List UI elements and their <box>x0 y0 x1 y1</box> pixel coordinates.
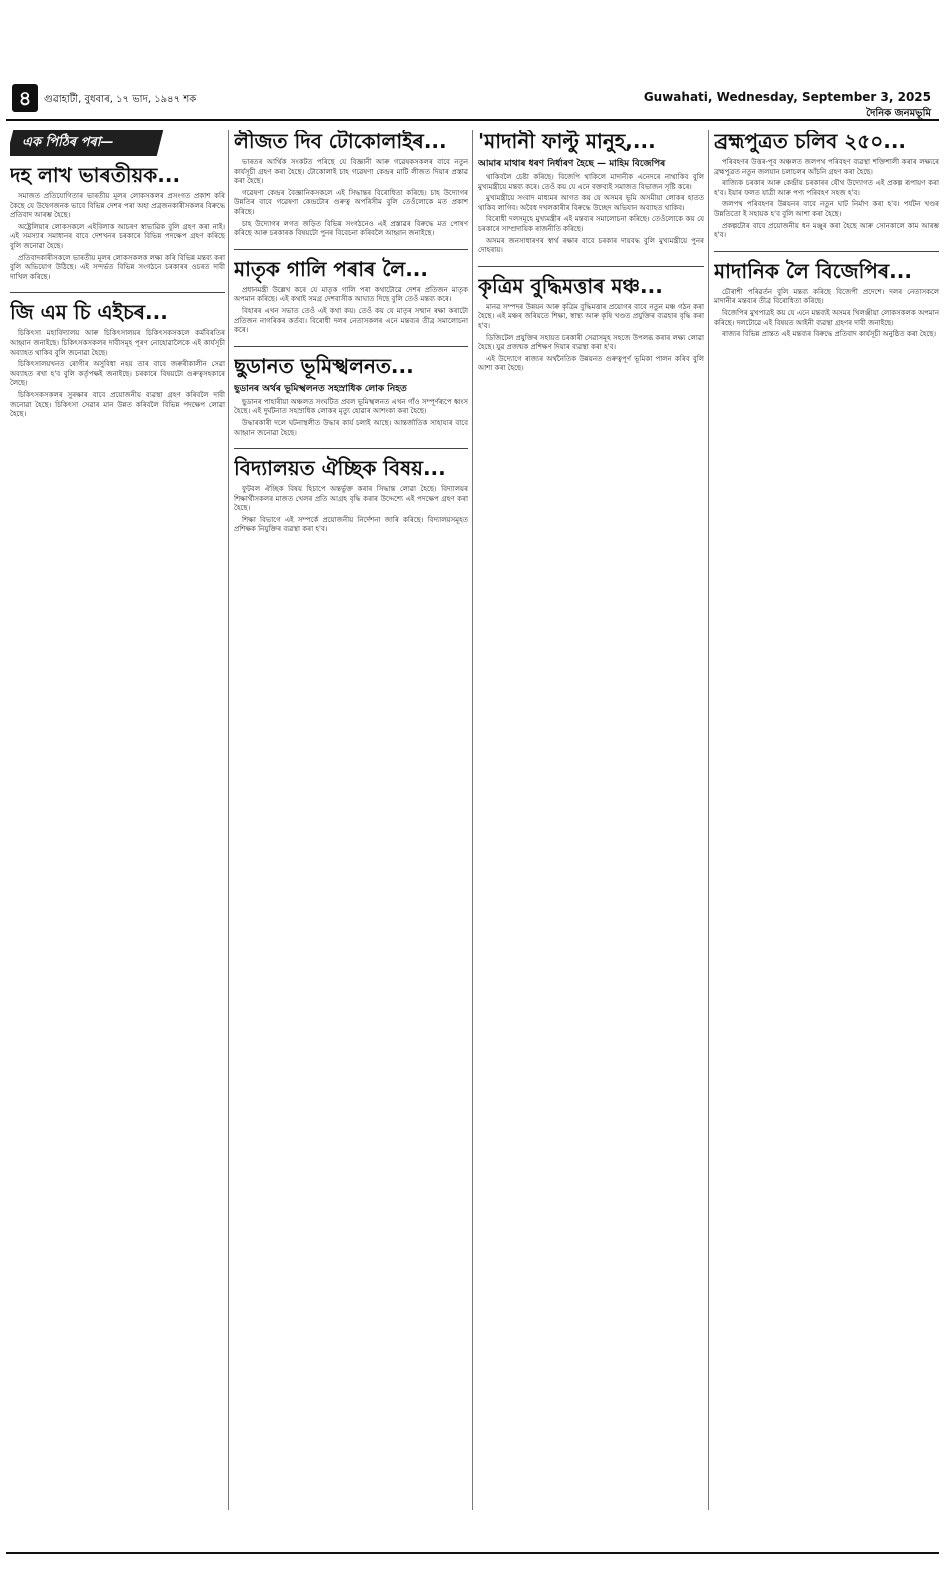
paper-name: দৈনিক জনমভূমি <box>866 108 931 119</box>
headline: ছুডানত ভূমিস্খলনত... <box>234 353 414 378</box>
paragraph: ভাৰতৰ আৰ্থিক সংকটত পৰিছে যে বিজ্ঞানী আৰু গৱেষকসকলৰ বাবে নতুন কাৰ্যসূচী গ্ৰহণ কৰা হৈছে। টোকোলাই চাহ গৱেষণা কেন্দ্ৰৰ মাটি লীজত দিয়াৰ প্ৰস্তাৱ কৰা হৈছে। <box>234 158 468 186</box>
column-divider <box>708 130 709 1510</box>
article-body <box>234 286 468 336</box>
paragraph: চিকিৎসালয়খনত ৰোগীৰ অসুবিধা নহয় তাৰ বাবে জৰুৰীকালীন সেৱা অব্যাহত ৰখা হ'ব বুলি কৰ্তৃপক্ষই জনাইছে। চৰকাৰে বিষয়টো গুৰুত্বসহকাৰে লৈছে। <box>10 360 225 388</box>
paragraph: ফুটবল ঐচ্ছিক বিষয় হিচাপে অন্তৰ্ভুক্ত কৰাৰ সিদ্ধান্ত লোৱা হৈছে। বিদ্যালয়ৰ শিক্ষাৰ্থীসকলৰ মাজত খেলৰ প্ৰতি আগ্ৰহ বৃদ্ধি কৰাৰ উদ্দেশ্যে এই পদক্ষেপ গ্ৰহণ কৰা হৈছে। <box>234 485 468 513</box>
header-rule <box>6 119 939 121</box>
column-1 <box>10 130 225 1510</box>
article <box>234 457 468 535</box>
article <box>478 275 704 374</box>
newspaper-page <box>6 6 939 1565</box>
article-body <box>10 329 225 419</box>
subheadline: ছুডানৰ অৰ্থৰ ভূমিস্খলনত সহস্ৰাধিক লোক নিহত <box>234 383 407 394</box>
column-4 <box>714 130 939 1510</box>
headline: 'মাদানী ফাল্টু মানুহ,... <box>478 130 656 153</box>
article-body <box>478 173 704 256</box>
article <box>234 130 468 239</box>
article <box>234 258 468 336</box>
headline: ব্ৰহ্মপুত্ৰত চলিব ২৫০... <box>714 130 907 153</box>
article-separator <box>234 249 468 250</box>
article-body <box>234 485 468 535</box>
paragraph: পৰিবহণৰ উত্তৰ-পূব অঞ্চলত জলপথ পৰিবহণ ব্যৱস্থা শক্তিশালী কৰাৰ লক্ষ্যৰে ব্ৰহ্মপুত্ৰত নতুন জলযান চলাচলৰ আঁচনি গ্ৰহণ কৰা হৈছে। <box>714 158 939 176</box>
paragraph: বিৰোধী দলসমূহে মুখ্যমন্ত্ৰীৰ এই মন্তব্যৰ সমালোচনা কৰিছে। তেওঁলোকে কয় যে চৰকাৰে সাম্প্ৰদায়িক ৰাজনীতি কৰিছে। <box>478 215 704 233</box>
section-tag <box>10 130 225 156</box>
article-body <box>234 158 468 239</box>
column-2 <box>234 130 468 1510</box>
article-separator <box>478 266 704 267</box>
headline: দহ লাখ ভাৰতীয়ক... <box>10 163 181 187</box>
paragraph: প্ৰধানমন্ত্ৰী উল্লেখ কৰে যে মাতৃক গালি পৰা কথাটোৱে দেশৰ প্ৰতিজন মাতৃক অপমান কৰিছে। এই কথাই সমগ্ৰ দেশবাসীক আঘাত দিছে বুলি তেওঁ মন্তব্য কৰে। <box>234 285 468 304</box>
paragraph: ৰাজ্যিক চৰকাৰ আৰু কেন্দ্ৰীয় চৰকাৰৰ যৌথ উদ্যোগত এই প্ৰকল্প ৰূপায়ণ কৰা হ'ব। ইয়াৰ ফলত যাত্ৰী আৰু পণ্য পৰিবহণ সহজ হ'ব। <box>714 179 939 197</box>
article-body <box>714 158 939 241</box>
paragraph: প্ৰকল্পটোৰ বাবে প্ৰয়োজনীয় ধন মঞ্জুৰ কৰা হৈছে আৰু সোনকালে কাম আৰম্ভ হ'ব। <box>714 221 939 240</box>
footer-rule <box>6 1552 939 1554</box>
article <box>714 130 939 241</box>
paragraph: প্ৰতিবাদকাৰীসকলে ভাৰতীয় মূলৰ লোকসকলক লক্ষ্য কৰি বিভিন্ন মন্তব্য কৰা বুলি অভিযোগ উঠিছে। এই সন্দৰ্ভত বিভিন্ন সংগঠনে চৰকাৰৰ ওচৰত দাবী দাখিল কৰিছে। <box>10 253 225 281</box>
paragraph: থাকিবলৈ চেষ্টা কৰিছে। বিজেপি থাকিলে মাদানীক এনেদৰে নাথাকিব বুলি মুখ্যমন্ত্ৰীয়ে মন্তব্য কৰে। তেওঁ কয় যে এনে বক্তব্যই সমাজত বিভাজন সৃষ্টি কৰে। <box>478 173 704 191</box>
column-divider <box>472 130 473 1510</box>
paragraph: জলপথ পৰিবহণৰ উন্নয়নৰ বাবে নতুন ঘাট নিৰ্মাণ কৰা হ'ব। পৰ্যটন খণ্ডৰ উন্নতিতো ই সহায়ক হ'ব বুলি আশা কৰা হৈছে। <box>714 200 939 218</box>
headline: মাতৃক গালি পৰাৰ লৈ... <box>234 256 429 281</box>
paragraph: চিকিৎসা মহাবিদ্যালয় আৰু চিকিৎসালয়ৰ চিকিৎসকসকলে কৰ্মবিৰতিৰ আহ্বান জনাইছে। চিকিৎসকসকলৰ দাবীসমূহ পূৰণ নোহোৱালৈকে এই কাৰ্যসূচী অব্যাহত থাকিব বুলি জনোৱা হৈছে। <box>10 329 225 357</box>
paragraph: ৰাজ্যৰ বিভিন্ন প্ৰান্তত এই মন্তব্যৰ বিৰুদ্ধে প্ৰতিবাদ কাৰ্যসূচী অনুষ্ঠিত কৰা হৈছে। <box>722 330 937 339</box>
headline: মাদানিক লৈ বিজেপিৰ... <box>714 258 912 283</box>
article-body <box>234 398 468 438</box>
article <box>10 301 225 419</box>
date-english: Guwahati, Wednesday, September 3, 2025 <box>643 90 931 104</box>
paragraph: উদ্ধাৰকাৰী দলে ঘটনাস্থলীত উদ্ধাৰ কাৰ্য চলাই আছে। আন্তৰ্জাতিক সাহায্যৰ বাবে আহ্বান জনোৱা হৈছে। <box>234 418 468 437</box>
article <box>478 130 704 256</box>
subheadline: আমাৰ মাথাৰ ধৰণ নিৰ্ধাৰণ হৈছে — মাহিম বিজেপিৰ <box>478 159 666 169</box>
paragraph: মানৱ সম্পদৰ উন্নয়ন আৰু কৃত্ৰিম বুদ্ধিমত্তাৰ প্ৰয়োগৰ বাবে নতুন মঞ্চ গঠন কৰা হৈছে। এই মঞ্চৰ জৰিয়তে শিক্ষা, স্বাস্থ্য আৰু কৃষি খণ্ডত প্ৰযুক্তিৰ ব্যৱহাৰ বৃদ্ধি কৰা হ'ব। <box>478 302 704 330</box>
paragraph: ডিজিটেল প্ৰযুক্তিৰ সহায়ত চৰকাৰী সেৱাসমূহ সহজে উপলব্ধ কৰাৰ লক্ষ্য লোৱা হৈছে। যুৱ প্ৰজন্মক প্ৰশিক্ষণ দিয়াৰ ব্যৱস্থা কৰা হ'ব। <box>478 333 704 352</box>
article-separator <box>10 292 225 293</box>
article-separator <box>714 251 939 252</box>
paragraph: অষ্ট্ৰেলিয়াৰ লোকসকলে এইবিলাক আচৰণ স্বাভাৱিক বুলি গ্ৰহণ কৰা নাই। এই সমস্যাৰ সমাধানৰ বাবে দেশখনৰ চৰকাৰে বিভিন্ন পদক্ষেপ গ্ৰহণ কৰিছে বুলি জনোৱা হৈছে। <box>10 222 225 250</box>
headline: জি এম চি এইচৰ... <box>10 300 168 325</box>
headline: বিদ্যালয়ত ঐচ্ছিক বিষয়... <box>234 456 446 481</box>
paragraph: শিক্ষা বিভাগে এই সম্পৰ্কে প্ৰয়োজনীয় নিৰ্দেশনা জাৰি কৰিছে। বিদ্যালয়সমূহত প্ৰশিক্ষক নিযুক্তিৰ ব্যৱস্থা কৰা হ'ব। <box>234 515 468 534</box>
paragraph: এই উদ্যোগে ৰাজ্যৰ অৰ্থনৈতিক উন্নয়নত গুৰুত্বপূৰ্ণ ভূমিকা পালন কৰিব বুলি আশা কৰা হৈছে। <box>478 354 704 373</box>
column-3 <box>478 130 704 1510</box>
article <box>714 260 939 340</box>
paragraph: চিকিৎসকসকলৰ সুৰক্ষাৰ বাবে প্ৰয়োজনীয় ব্যৱস্থা গ্ৰহণ কৰিবলৈ দাবী জনোৱা হৈছে। চিকিৎসা সেৱাৰ মান উন্নত কৰিবলৈ বিভিন্ন পদক্ষেপ লোৱা হৈছে। <box>10 390 225 419</box>
article-body <box>10 192 225 282</box>
paragraph: বিজেপিৰ মুখপাত্ৰই কয় যে এনে মন্তব্যই অসমৰ খিলঞ্জীয়া লোকসকলক অপমান কৰিছে। দলটোৱে এই বিষয়ত আইনী ব্যৱস্থা গ্ৰহণৰ দাবী জনাইছে। <box>714 308 939 327</box>
section-tag-label: এক পিঠিৰ পৰা— <box>22 135 114 150</box>
page-number: ৪ <box>12 84 38 112</box>
article-separator <box>234 448 468 449</box>
article <box>10 164 225 282</box>
column-divider <box>228 130 229 1510</box>
paragraph: ছুডানৰ পাহাৰীয়া অঞ্চলত সংঘটিত প্ৰবল ভূমিস্খলনত এখন গাঁও সম্পূৰ্ণৰূপে ধ্বংস হৈছে। এই দুৰ্ঘটনাত সহস্ৰাধিক লোকৰ মৃত্যু হোৱাৰ আশংকা কৰা হৈছে। <box>234 397 468 416</box>
article <box>234 355 468 438</box>
headline: কৃত্ৰিম বুদ্ধিমত্তাৰ মঞ্চ... <box>478 273 663 298</box>
paragraph: মুখ্যমন্ত্ৰীয়ে সংবাদ মাধ্যমৰ আগত কয় যে অসমৰ ভূমি অসমীয়া লোকৰ হাতত থাকিব লাগিব। অবৈধ দখলকাৰীৰ বিৰুদ্ধে উচ্ছেদ অভিযান অব্যাহত থাকিব। <box>478 194 704 212</box>
headline: লীজত দিব টোকোলাইৰ... <box>234 130 447 153</box>
article-separator <box>234 346 468 347</box>
page-header <box>6 6 939 122</box>
date-assamese: গুৱাহাটী, বুধবাৰ, ১৭ ভাদ, ১৯৪৭ শক <box>44 94 197 105</box>
paragraph: অসমৰ জনসাধাৰণৰ স্বাৰ্থ ৰক্ষাৰ বাবে চৰকাৰ দায়বদ্ধ বুলি মুখ্যমন্ত্ৰীয়ে পুনৰ দোহৰায়। <box>478 236 704 255</box>
paragraph: সমাজত প্ৰতিযোগিতাৰ ভাৰতীয় মূলৰ লোকসকলৰ প্ৰসংগত প্ৰকাশ কৰি কৈছে যে উদ্বেগজনক ভাবে বিভিন্ন দেশৰ পৰা অহা প্ৰব্ৰজনকাৰীসকলৰ বিৰুদ্ধে প্ৰতিবাদ আৰম্ভ হৈছে। <box>10 192 225 220</box>
paragraph: গৱেষণা কেন্দ্ৰৰ বৈজ্ঞানিকসকলে এই সিদ্ধান্তৰ বিৰোধিতা কৰিছে। চাহ উদ্যোগৰ উন্নতিৰ বাবে গৱেষণা কেন্দ্ৰটোৰ গুৰুত্ব অপৰিসীম বুলি তেওঁলোকে মত প্ৰকাশ কৰিছে। <box>234 188 468 216</box>
paragraph: চৌৰাশী পৰিৱৰ্তন বুলি মন্তব্য কৰিছে বিজেপী প্ৰদেশে। দলৰ নেতাসকলে মাদানীৰ মন্তব্যৰ তীব্ৰ বিৰোধিতা কৰিছে। <box>714 287 939 306</box>
paragraph: বিহাৰৰ এখন সভাত তেওঁ এই কথা কয়। তেওঁ কয় যে মাতৃৰ সন্মান ৰক্ষা কৰাটো প্ৰতিজন নাগৰিকৰ কৰ্তব্য। বিৰোধী দলৰ নেতাসকলৰ এনে মন্তব্যৰ তীব্ৰ সমালোচনা কৰে। <box>234 306 468 335</box>
article-body <box>478 303 704 374</box>
paragraph: চাহ উদ্যোগৰ লগত জড়িত বিভিন্ন সংগঠনেও এই প্ৰস্তাৱৰ বিৰুদ্ধে মত পোষণ কৰিছে আৰু চৰকাৰক বিষয়টো পুনৰ বিবেচনা কৰিবলৈ আহ্বান জনাইছে। <box>234 219 468 238</box>
article-body <box>714 288 939 340</box>
